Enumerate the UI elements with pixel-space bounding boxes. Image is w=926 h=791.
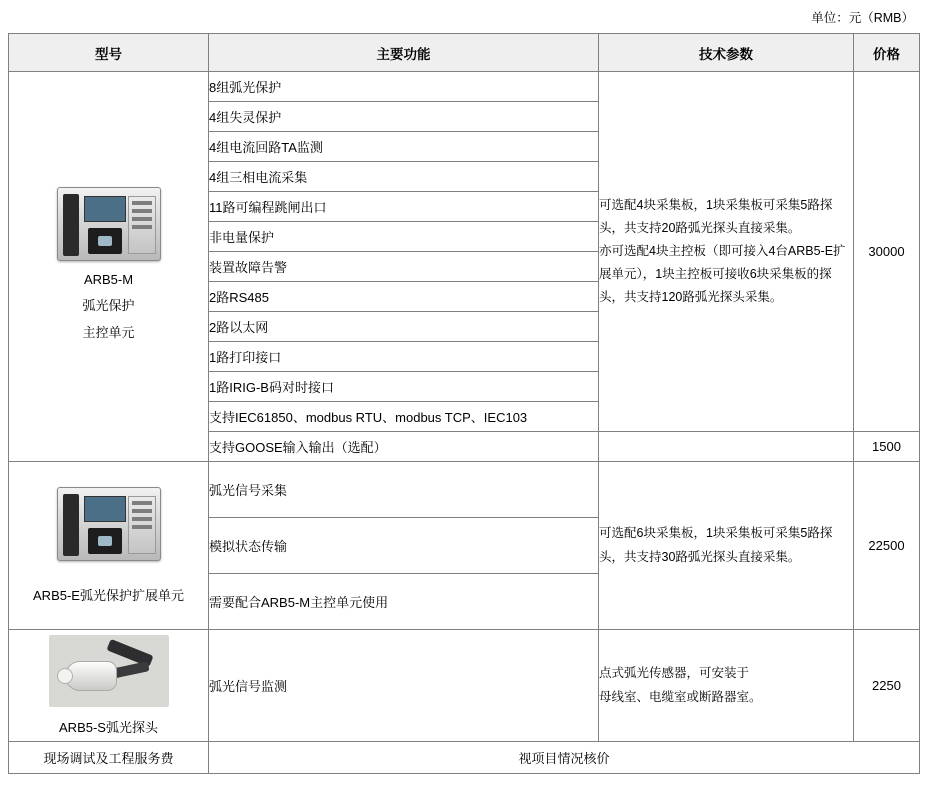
function-item: 2路以太网 (209, 312, 599, 342)
function-item: 2路RS485 (209, 282, 599, 312)
column-header-price: 价格 (854, 34, 920, 72)
device-terminal-block-icon (128, 496, 156, 554)
model-name-line: 弧光保护 (82, 298, 135, 314)
footer-label: 现场调试及工程服务费 (9, 742, 209, 774)
model-name-arb5s: ARB5-S弧光探头 (59, 720, 158, 735)
table-row (9, 630, 920, 742)
model-name-arb5m (9, 267, 208, 347)
table-footer-row (9, 742, 920, 774)
arc-sensor-image (49, 635, 169, 707)
function-item: 模拟状态传输 (209, 518, 599, 574)
table-row (9, 72, 920, 102)
model-cell-arb5m (9, 72, 209, 462)
function-item: 支持IEC61850、modbus RTU、modbus TCP、IEC103 (209, 402, 599, 432)
column-header-functions: 主要功能 (209, 34, 599, 72)
model-cell-arb5e (9, 462, 209, 630)
column-header-specs: 技术参数 (599, 34, 854, 72)
model-name-line: ARB5-M (83, 271, 134, 287)
function-item: 支持GOOSE输入输出（选配） (209, 432, 599, 462)
column-header-model: 型号 (9, 34, 209, 72)
price-cell-arb5m: 30000 (854, 72, 920, 432)
function-item: 弧光信号采集 (209, 462, 599, 518)
model-cell-arb5s (9, 630, 209, 742)
function-item: 4组电流回路TA监测 (209, 132, 599, 162)
model-name-line: 主控单元 (82, 324, 135, 340)
table-header-row (9, 34, 920, 72)
function-item: 1路打印接口 (209, 342, 599, 372)
function-item: 需要配合ARB5-M主控单元使用 (209, 574, 599, 630)
function-item: 11路可编程跳闸出口 (209, 192, 599, 222)
price-cell-goose: 1500 (854, 432, 920, 462)
device-keypad-icon (88, 528, 122, 554)
spec-cell-arb5s: 点式弧光传感器，可安装于 母线室、电缆室或断路器室。 (599, 630, 854, 742)
device-screen-icon (84, 496, 126, 522)
price-cell-arb5s: 2250 (854, 630, 920, 742)
device-screen-icon (84, 196, 126, 222)
table-row (9, 462, 920, 518)
unit-note: 单位：元（RMB） (811, 11, 914, 25)
relay-unit-image (57, 487, 161, 561)
function-item: 装置故障告警 (209, 252, 599, 282)
function-item: 4组失灵保护 (209, 102, 599, 132)
function-item: 弧光信号监测 (209, 630, 599, 742)
spec-cell-arb5m: 可选配4块采集板，1块采集板可采集5路探头，共支持20路弧光探头直接采集。 亦可选配4块主控板（即可接入4台ARB5-E扩展单元），1块主控板可接收6块采集板的探头，共支持120路弧光探头采集。 (599, 72, 854, 432)
footer-value: 视项目情况核价 (209, 742, 920, 774)
function-item: 1路IRIG-B码对时接口 (209, 372, 599, 402)
price-cell-arb5e: 22500 (854, 462, 920, 630)
sensor-lens-icon (57, 668, 73, 684)
function-item: 非电量保护 (209, 222, 599, 252)
device-terminal-block-icon (128, 196, 156, 254)
product-price-table (8, 33, 920, 774)
model-name-arb5e: ARB5-E弧光保护扩展单元 (33, 588, 184, 603)
spec-cell-goose (599, 432, 854, 462)
function-item: 8组弧光保护 (209, 72, 599, 102)
relay-unit-image (57, 187, 161, 261)
device-keypad-icon (88, 228, 122, 254)
function-item: 4组三相电流采集 (209, 162, 599, 192)
spec-cell-arb5e: 可选配6块采集板，1块采集板可采集5路探头，共支持30路弧光探头直接采集。 (599, 462, 854, 630)
